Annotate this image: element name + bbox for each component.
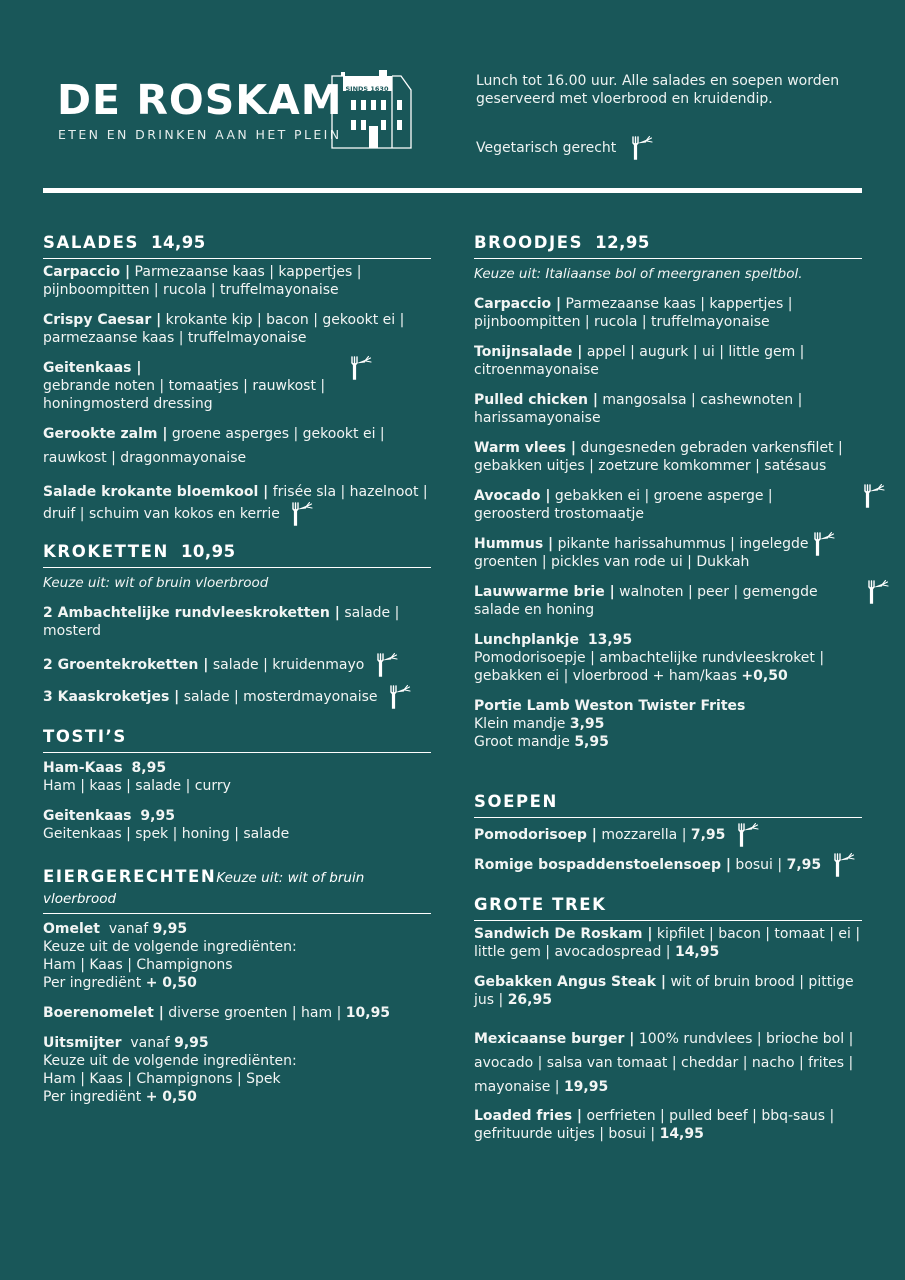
section-soepen bbox=[474, 791, 862, 878]
menu-item bbox=[43, 807, 431, 843]
menu-item bbox=[43, 652, 431, 678]
menu-item bbox=[474, 487, 862, 523]
eiergerechten-title: EIERGERECHTEN bbox=[43, 867, 217, 886]
item-desc: Parmezaanse kaas | kappertjes | pijnboompitten | rucola | truffelmayonaise bbox=[43, 264, 362, 298]
section-title-kroketten bbox=[43, 541, 431, 568]
item-name: Hummus | bbox=[474, 536, 554, 552]
item-desc: groene asperges | gekookt ei | bbox=[167, 426, 385, 442]
vegetarian-icon bbox=[284, 501, 314, 527]
menu-item bbox=[474, 1107, 862, 1143]
item-desc: Ham | Kaas | Champignons bbox=[43, 957, 233, 973]
menu-item bbox=[474, 822, 862, 848]
right-column bbox=[474, 232, 862, 1143]
item-vanaf: vanaf bbox=[108, 921, 149, 937]
vegetarian-icon bbox=[826, 852, 856, 878]
item-desc: mozzarella | bbox=[596, 827, 687, 843]
section-eiergerechten bbox=[43, 867, 431, 1106]
item-price: 14,95 bbox=[674, 944, 720, 960]
item-name: Geitenkaas | bbox=[43, 360, 142, 376]
item-desc: gebrande noten | tomaatjes | rauwkost | honingmosterd dressing bbox=[43, 378, 326, 412]
veg-legend-label: Vegetarisch gerecht bbox=[476, 140, 617, 156]
item-name: Omelet bbox=[43, 921, 100, 937]
item-price: 9,95 bbox=[140, 808, 175, 824]
item-desc bbox=[474, 1075, 862, 1099]
item-desc: krokante kip | bacon | gekookt ei | parmezaanse kaas | truffelmayonaise bbox=[43, 312, 405, 346]
frites-large bbox=[474, 733, 862, 751]
extra-label: Per ingrediënt bbox=[43, 1089, 142, 1105]
header-divider bbox=[43, 188, 862, 193]
item-desc: gebakken ei | groene asperge | geroosterd trostomaatje bbox=[474, 488, 773, 522]
section-title-broodjes bbox=[474, 232, 862, 259]
item-desc: salade | kruidenmayo bbox=[208, 657, 365, 673]
vegetarian-icon bbox=[856, 483, 886, 509]
left-column bbox=[43, 232, 431, 1106]
item-vanaf: vanaf bbox=[130, 1035, 170, 1051]
item-name: Lauwwarme brie | bbox=[474, 584, 615, 600]
frites-large-price: 5,95 bbox=[574, 734, 609, 750]
item-name: Mexicaanse burger | bbox=[474, 1031, 635, 1047]
item-name: Pulled chicken | bbox=[474, 392, 598, 408]
vegetarian-icon bbox=[730, 822, 760, 848]
item-extra bbox=[43, 1088, 431, 1106]
item-desc: Ham | kaas | salade | curry bbox=[43, 778, 231, 794]
broodjes-title: BROODJES bbox=[474, 233, 584, 252]
section-broodjes bbox=[474, 232, 862, 751]
item-name: Loaded fries | bbox=[474, 1108, 583, 1124]
item-desc: mangosalsa | cashewnoten | harissamayonaise bbox=[474, 392, 803, 426]
item-desc: salade | mosterdmayonaise bbox=[179, 689, 378, 705]
item-name: Lunchplankje bbox=[474, 632, 579, 648]
extra-label: Per ingrediënt bbox=[43, 975, 142, 991]
item-price: 9,95 bbox=[152, 921, 188, 937]
lunchplankje-extra: +0,50 bbox=[741, 668, 788, 684]
item-price: 26,95 bbox=[507, 992, 552, 1008]
kroketten-title: KROKETTEN bbox=[43, 542, 169, 561]
item-name: Salade krokante bloemkool | bbox=[43, 484, 269, 500]
item-desc: avocado | salsa van tomaat | cheddar | nacho | frites | bbox=[474, 1055, 854, 1071]
broodjes-note: Keuze uit: Italiaanse bol of meergranen speltbol. bbox=[474, 266, 803, 282]
menu-item bbox=[43, 1034, 431, 1106]
item-desc: pikante harissahummus | ingelegde groenten | pickles van rode ui | Dukkah bbox=[474, 536, 809, 570]
item-price: 13,95 bbox=[587, 632, 633, 648]
salades-price: 14,95 bbox=[151, 233, 206, 252]
item-price: 9,95 bbox=[174, 1035, 209, 1051]
intro-text: Lunch tot 16.00 uur. Alle salades en soepen worden geserveerd met vloerbrood en kruidendip. bbox=[476, 73, 840, 107]
menu-item bbox=[474, 535, 862, 571]
item-price: 10,95 bbox=[345, 1005, 391, 1021]
menu-item bbox=[43, 263, 431, 299]
frites-small-label: Klein mandje bbox=[474, 716, 566, 732]
item-desc: 100% rundvlees | brioche bol | bbox=[634, 1031, 854, 1047]
item-name: Boerenomelet | bbox=[43, 1005, 164, 1021]
logo-tagline: ETEN EN DRINKEN AAN HET PLEIN bbox=[58, 127, 342, 142]
eiergerechten-note: Keuze uit: wit of bruin vloerbrood bbox=[43, 870, 365, 907]
item-name: Romige bospaddenstoelensoep | bbox=[474, 857, 731, 873]
item-price: 14,95 bbox=[659, 1126, 704, 1142]
item-name: 3 Kaaskroketjes | bbox=[43, 689, 180, 705]
item-desc: Geitenkaas | spek | honing | salade bbox=[43, 826, 290, 842]
item-name: Gebakken Angus Steak | bbox=[474, 974, 667, 990]
menu-item bbox=[43, 483, 431, 527]
item-name: 2 Ambachtelijke rundvleeskroketten | bbox=[43, 605, 340, 621]
section-title-salades bbox=[43, 232, 431, 259]
vegetarian-icon bbox=[860, 579, 890, 605]
item-name: Geitenkaas bbox=[43, 808, 132, 824]
vegetarian-icon bbox=[624, 135, 654, 161]
item-name: Warm vlees | bbox=[474, 440, 576, 456]
section-title-tostis: TOSTI’S bbox=[43, 726, 431, 753]
menu-item bbox=[474, 391, 862, 427]
section-title-soepen: SOEPEN bbox=[474, 791, 862, 818]
vegetarian-icon bbox=[806, 531, 836, 557]
menu-item bbox=[43, 684, 431, 710]
extra-price: + 0,50 bbox=[145, 1089, 197, 1105]
item-desc: frisée sla | hazelnoot | druif | schuim van kokos en kerrie bbox=[43, 484, 428, 522]
menu-item bbox=[474, 973, 862, 1009]
item-desc: Keuze uit de volgende ingrediënten: bbox=[43, 939, 297, 955]
menu-item bbox=[43, 359, 431, 413]
menu-item bbox=[474, 852, 862, 878]
menu-item bbox=[43, 604, 431, 640]
item-name: Sandwich De Roskam | bbox=[474, 926, 653, 942]
item-desc: Keuze uit de volgende ingrediënten: bbox=[43, 1053, 297, 1069]
item-name: Avocado | bbox=[474, 488, 551, 504]
item-price: 8,95 bbox=[131, 760, 167, 776]
item-desc: appel | augurk | ui | little gem | citroenmayonaise bbox=[474, 344, 805, 378]
item-price: 7,95 bbox=[786, 857, 822, 873]
menu-item bbox=[474, 295, 862, 331]
item-desc: Ham | Kaas | Champignons | Spek bbox=[43, 1071, 281, 1087]
item-name: Portie Lamb Weston Twister Frites bbox=[474, 698, 746, 714]
item-price: 19,95 bbox=[563, 1079, 609, 1095]
salades-title: SALADES bbox=[43, 233, 139, 252]
item-name: Ham-Kaas bbox=[43, 760, 123, 776]
lunchplankje-desc: Pomodorisoepje | ambachtelijke rundvleeskroket | gebakken ei | vloerbrood + ham/kaas bbox=[474, 650, 825, 684]
item-name: Gerookte zalm | bbox=[43, 426, 168, 442]
vegetarian-icon bbox=[369, 652, 399, 678]
frites-small bbox=[474, 715, 862, 733]
item-name: Carpaccio | bbox=[474, 296, 562, 312]
menu-item bbox=[43, 920, 431, 992]
menu-item-frites bbox=[474, 697, 862, 751]
house-icon bbox=[331, 70, 415, 150]
menu-item bbox=[43, 425, 431, 467]
item-desc: oerfrieten | pulled beef | bbq-saus | gefrituurde uitjes | bosui | bbox=[474, 1108, 835, 1142]
veg-legend bbox=[476, 135, 654, 161]
item-desc: diverse groenten | ham | bbox=[163, 1005, 342, 1021]
menu-item bbox=[474, 925, 862, 961]
item-desc: bosui | bbox=[730, 857, 783, 873]
item-name: Pomodorisoep | bbox=[474, 827, 597, 843]
item-name: Crispy Caesar | bbox=[43, 312, 162, 328]
broodjes-price: 12,95 bbox=[595, 233, 650, 252]
menu-item bbox=[474, 583, 862, 619]
item-desc: rauwkost | dragonmayonaise bbox=[43, 450, 247, 466]
item-desc-end: mayonaise | bbox=[474, 1079, 560, 1095]
menu-item bbox=[43, 1004, 431, 1022]
menu-item bbox=[43, 311, 431, 347]
menu-item-lunchplankje bbox=[474, 631, 862, 685]
menu-item bbox=[43, 759, 431, 795]
section-title-eiergerechten bbox=[43, 867, 431, 914]
frites-large-label: Groot mandje bbox=[474, 734, 570, 750]
item-extra bbox=[43, 974, 431, 992]
menu-item bbox=[474, 439, 862, 475]
menu-item bbox=[474, 343, 862, 379]
frites-small-price: 3,95 bbox=[569, 716, 605, 732]
item-name: Carpaccio | bbox=[43, 264, 131, 280]
item-desc: dungesneden gebraden varkensfilet | gebakken uitjes | zoetzure komkommer | satésaus bbox=[474, 440, 843, 474]
section-grote-trek bbox=[474, 894, 862, 1143]
item-desc: Parmezaanse kaas | kappertjes | pijnboompitten | rucola | truffelmayonaise bbox=[474, 296, 793, 330]
section-tostis bbox=[43, 726, 431, 843]
item-name: Uitsmijter bbox=[43, 1035, 122, 1051]
logo bbox=[57, 70, 417, 150]
extra-price: + 0,50 bbox=[145, 975, 197, 991]
item-desc: wit of bruin brood | pittige jus | bbox=[474, 974, 854, 1008]
item-desc: kipfilet | bacon | tomaat | ei | little gem | avocadospread | bbox=[474, 926, 861, 960]
item-desc bbox=[474, 649, 862, 685]
kroketten-price: 10,95 bbox=[180, 542, 236, 561]
item-name: 2 Groentekroketten | bbox=[43, 657, 209, 673]
logo-since: SINDS 1630 bbox=[345, 85, 389, 93]
section-kroketten bbox=[43, 541, 431, 710]
item-desc: walnoten | peer | gemengde salade en honing bbox=[474, 584, 818, 618]
item-desc: salade | mosterd bbox=[43, 605, 400, 639]
vegetarian-icon bbox=[382, 684, 412, 710]
section-salades bbox=[43, 232, 431, 527]
item-price: 7,95 bbox=[690, 827, 726, 843]
logo-title: DE ROSKAM bbox=[57, 76, 343, 124]
item-name: Tonijnsalade | bbox=[474, 344, 583, 360]
vegetarian-icon bbox=[343, 355, 373, 381]
menu-item bbox=[474, 1027, 862, 1099]
kroketten-note: Keuze uit: wit of bruin vloerbrood bbox=[43, 575, 269, 591]
section-title-grote-trek: GROTE TREK bbox=[474, 894, 862, 921]
